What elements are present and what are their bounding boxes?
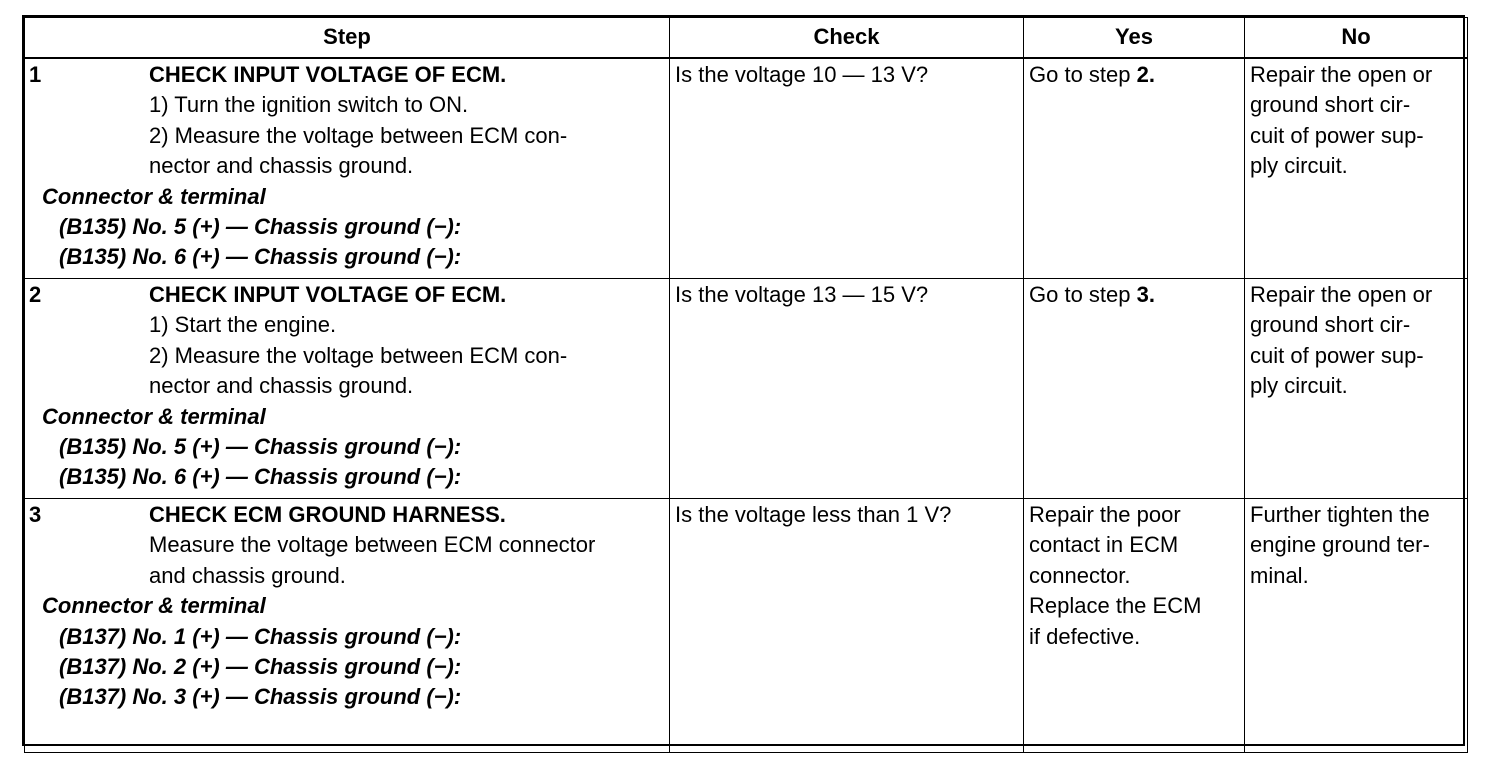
instruction-line: 1) Turn the ignition switch to ON. bbox=[149, 92, 469, 118]
check-cell bbox=[670, 499, 1024, 753]
connector-heading: Connector & terminal bbox=[42, 403, 266, 429]
step-cell bbox=[25, 279, 670, 499]
step-number: 2 bbox=[29, 282, 42, 307]
no-text-line: cuit of power sup- bbox=[1250, 122, 1424, 148]
no-cell bbox=[1245, 279, 1468, 499]
check-question: Is the voltage less than 1 V? bbox=[675, 502, 952, 527]
step-title: CHECK INPUT VOLTAGE OF ECM. bbox=[149, 282, 507, 307]
step-body bbox=[149, 280, 665, 402]
instruction-line: 1) Start the engine. bbox=[149, 312, 337, 338]
yes-text: Go to step bbox=[1029, 62, 1137, 87]
check-cell bbox=[670, 279, 1024, 499]
header-step: Step bbox=[25, 18, 670, 59]
connector-heading: Connector & terminal bbox=[42, 593, 266, 619]
yes-text-line: if defective. bbox=[1029, 623, 1141, 649]
yes-step-ref: 3. bbox=[1136, 282, 1155, 307]
step-cell bbox=[25, 499, 670, 753]
connector-terminal-line: (B135) No. 6 (+) — Chassis ground (−): bbox=[59, 244, 462, 270]
connector-terminal-line: (B135) No. 5 (+) — Chassis ground (−): bbox=[59, 214, 462, 240]
no-text-line: cuit of power sup- bbox=[1250, 342, 1424, 368]
instruction-line: 2) Measure the voltage between ECM con- bbox=[149, 342, 568, 368]
table-row bbox=[25, 279, 1468, 499]
no-text-line: minal. bbox=[1250, 562, 1309, 588]
step-title: CHECK INPUT VOLTAGE OF ECM. bbox=[149, 62, 507, 87]
yes-step-ref: 2. bbox=[1136, 62, 1155, 87]
yes-text-line: Repair the poor bbox=[1029, 502, 1181, 527]
yes-text-line: contact in ECM bbox=[1029, 532, 1179, 558]
yes-text: Go to step bbox=[1029, 282, 1137, 307]
step-cell bbox=[25, 58, 670, 279]
connector-terminal-line: (B135) No. 6 (+) — Chassis ground (−): bbox=[59, 464, 462, 490]
header-no: No bbox=[1245, 18, 1468, 59]
no-cell bbox=[1245, 58, 1468, 279]
header-yes: Yes bbox=[1024, 18, 1245, 59]
connector-terminal-line: (B135) No. 5 (+) — Chassis ground (−): bbox=[59, 434, 462, 460]
step-number: 1 bbox=[29, 62, 42, 87]
no-text-line: ground short cir- bbox=[1250, 312, 1411, 338]
step-number: 3 bbox=[29, 502, 42, 527]
no-text-line: Repair the open or bbox=[1250, 62, 1433, 87]
yes-text-line: connector. bbox=[1029, 562, 1131, 588]
yes-cell bbox=[1024, 279, 1245, 499]
no-text-line: ply circuit. bbox=[1250, 373, 1348, 399]
step-body bbox=[149, 500, 665, 591]
yes-cell bbox=[1024, 499, 1245, 753]
step-title: CHECK ECM GROUND HARNESS. bbox=[149, 502, 506, 527]
instruction-line: 2) Measure the voltage between ECM con- bbox=[149, 122, 568, 148]
diagnostic-table-document bbox=[22, 15, 1465, 746]
diagnostic-table bbox=[24, 17, 1468, 753]
table-row bbox=[25, 58, 1468, 279]
connector-terminal-line: (B137) No. 3 (+) — Chassis ground (−): bbox=[59, 684, 462, 710]
instruction-line: and chassis ground. bbox=[149, 562, 346, 588]
no-cell bbox=[1245, 499, 1468, 753]
check-question: Is the voltage 10 — 13 V? bbox=[675, 62, 929, 87]
connector-terminal-line: (B137) No. 1 (+) — Chassis ground (−): bbox=[59, 623, 462, 649]
no-text-line: engine ground ter- bbox=[1250, 532, 1430, 558]
step-body bbox=[149, 60, 665, 182]
header-row bbox=[25, 18, 1468, 59]
table-row bbox=[25, 499, 1468, 753]
no-text-line: ground short cir- bbox=[1250, 92, 1411, 118]
connector-heading: Connector & terminal bbox=[42, 183, 266, 209]
yes-text-line: Replace the ECM bbox=[1029, 593, 1202, 619]
yes-cell bbox=[1024, 58, 1245, 279]
check-cell bbox=[670, 58, 1024, 279]
instruction-line: nector and chassis ground. bbox=[149, 153, 414, 179]
instruction-line: nector and chassis ground. bbox=[149, 373, 414, 399]
instruction-line: Measure the voltage between ECM connector bbox=[149, 532, 596, 558]
no-text-line: Further tighten the bbox=[1250, 502, 1430, 527]
no-text-line: ply circuit. bbox=[1250, 153, 1348, 179]
header-check: Check bbox=[670, 18, 1024, 59]
check-question: Is the voltage 13 — 15 V? bbox=[675, 282, 929, 307]
connector-terminal-line: (B137) No. 2 (+) — Chassis ground (−): bbox=[59, 654, 462, 680]
no-text-line: Repair the open or bbox=[1250, 282, 1433, 307]
